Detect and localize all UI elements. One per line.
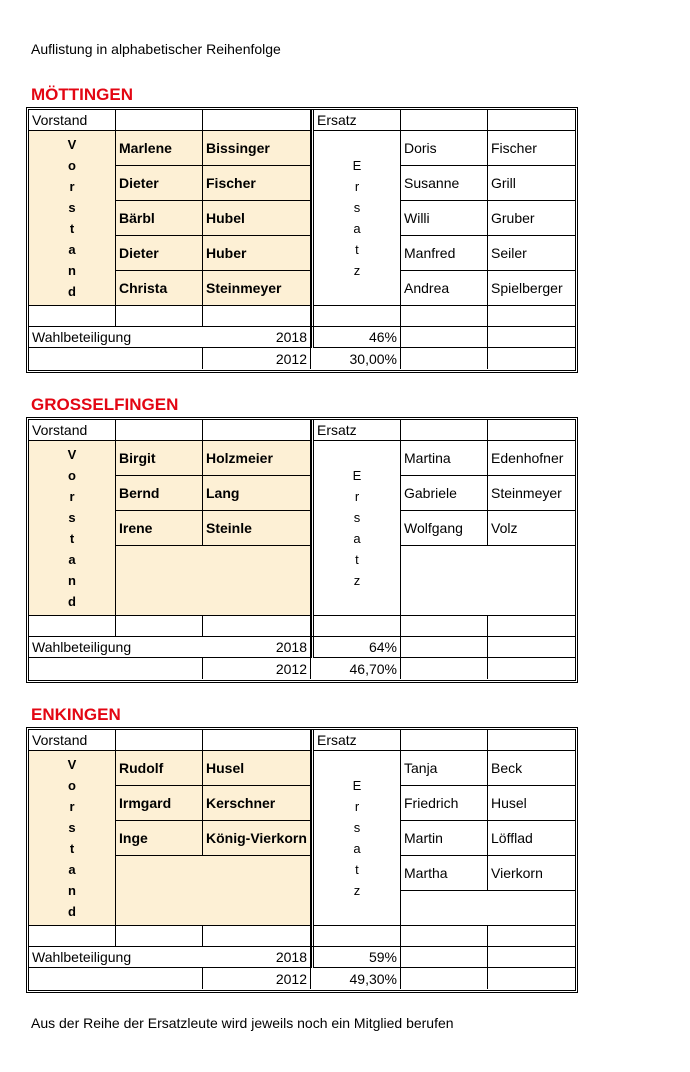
turnout-empty-cell (401, 968, 488, 989)
turnout-year: 2012 (203, 968, 311, 989)
header-ersatz-label: Ersatz (314, 420, 401, 441)
section-heading-moettingen: MÖTTINGEN (31, 85, 133, 104)
header-empty-cell (488, 420, 575, 441)
turnout-empty-cell (488, 947, 575, 968)
spacer-cell (203, 926, 311, 947)
vorstand-first-name: Dieter (116, 236, 203, 271)
vorstand-first-name: Bernd (116, 476, 203, 511)
vorstand-last-name: Hubel (203, 201, 311, 236)
ersatz-last-name: Beck (488, 751, 575, 786)
ersatz-first-name: Friedrich (401, 786, 488, 821)
vorstand-last-name: Steinle (203, 511, 311, 546)
vorstand-first-name: Christa (116, 271, 203, 306)
vorstand-first-name: Irene (116, 511, 203, 546)
ersatz-vertical-label: E r s a t z (314, 131, 401, 306)
section-table-grosselfingen (26, 417, 578, 683)
vorstand-first-name: Rudolf (116, 751, 203, 786)
ersatz-first-name: Andrea (401, 271, 488, 306)
turnout-empty-cell (401, 947, 488, 968)
spacer-cell (488, 926, 575, 947)
turnout-empty-label (29, 968, 203, 989)
vorstand-vertical-label: V o r s t a n d (29, 441, 116, 616)
ersatz-first-name: Willi (401, 201, 488, 236)
spacer-cell (314, 926, 401, 947)
ersatz-last-name: Vierkorn (488, 856, 575, 891)
spacer-cell (116, 926, 203, 947)
turnout-value: 30,00% (314, 348, 401, 369)
header-empty-cell (488, 730, 575, 751)
turnout-empty-cell (401, 327, 488, 348)
header-empty-cell (116, 110, 203, 131)
header-vorstand-label: Vorstand (29, 110, 116, 131)
header-empty-cell (203, 110, 311, 131)
spacer-cell (203, 306, 311, 327)
vorstand-empty-area (116, 546, 311, 616)
spacer-cell (401, 306, 488, 327)
vorstand-last-name: Bissinger (203, 131, 311, 166)
vorstand-vertical-label: V o r s t a n d (29, 751, 116, 926)
section-heading-grosselfingen: GROSSELFINGEN (31, 395, 179, 414)
turnout-value: 46% (314, 327, 401, 348)
vorstand-first-name: Bärbl (116, 201, 203, 236)
ersatz-first-name: Martha (401, 856, 488, 891)
ersatz-first-name: Susanne (401, 166, 488, 201)
ersatz-last-name: Husel (488, 786, 575, 821)
vorstand-last-name: Husel (203, 751, 311, 786)
spacer-cell (314, 616, 401, 637)
spacer-cell (488, 306, 575, 327)
wahlbeteiligung-label: Wahlbeteiligung (29, 327, 203, 348)
header-ersatz-label: Ersatz (314, 110, 401, 131)
ersatz-last-name: Gruber (488, 201, 575, 236)
turnout-empty-label (29, 348, 203, 369)
ersatz-vertical-label: E r s a t z (314, 441, 401, 616)
vorstand-last-name: Steinmeyer (203, 271, 311, 306)
header-empty-cell (488, 110, 575, 131)
header-empty-cell (116, 420, 203, 441)
spacer-cell (29, 306, 116, 327)
section-table-enkingen (26, 727, 578, 993)
header-vorstand-label: Vorstand (29, 420, 116, 441)
header-ersatz-label: Ersatz (314, 730, 401, 751)
turnout-value: 64% (314, 637, 401, 658)
ersatz-empty-area (401, 891, 575, 926)
vorstand-last-name: Holzmeier (203, 441, 311, 476)
vorstand-last-name: König-Vierkorn (203, 821, 311, 856)
vorstand-last-name: Kerschner (203, 786, 311, 821)
intro-text: Auflistung in alphabetischer Reihenfolge (31, 41, 281, 57)
ersatz-last-name: Spielberger (488, 271, 575, 306)
turnout-year: 2012 (203, 348, 311, 369)
header-empty-cell (203, 420, 311, 441)
spacer-cell (314, 306, 401, 327)
turnout-value: 59% (314, 947, 401, 968)
ersatz-first-name: Tanja (401, 751, 488, 786)
spacer-cell (29, 926, 116, 947)
spacer-cell (116, 306, 203, 327)
vorstand-first-name: Dieter (116, 166, 203, 201)
vorstand-last-name: Lang (203, 476, 311, 511)
ersatz-first-name: Martin (401, 821, 488, 856)
ersatz-last-name: Fischer (488, 131, 575, 166)
header-vorstand-label: Vorstand (29, 730, 116, 751)
spacer-cell (488, 616, 575, 637)
ersatz-first-name: Wolfgang (401, 511, 488, 546)
row-rule (29, 636, 575, 637)
vorstand-last-name: Huber (203, 236, 311, 271)
wahlbeteiligung-label: Wahlbeteiligung (29, 637, 203, 658)
vorstand-first-name: Marlene (116, 131, 203, 166)
ersatz-first-name: Doris (401, 131, 488, 166)
turnout-empty-cell (488, 658, 575, 679)
turnout-year: 2018 (203, 947, 311, 968)
row-rule (29, 326, 575, 327)
spacer-cell (116, 616, 203, 637)
spacer-cell (203, 616, 311, 637)
ersatz-last-name: Grill (488, 166, 575, 201)
ersatz-last-name: Volz (488, 511, 575, 546)
header-empty-cell (203, 730, 311, 751)
ersatz-first-name: Martina (401, 441, 488, 476)
spacer-cell (29, 616, 116, 637)
vorstand-last-name: Fischer (203, 166, 311, 201)
ersatz-first-name: Manfred (401, 236, 488, 271)
footer-note: Aus der Reihe der Ersatzleute wird jeweils noch ein Mitglied berufen (31, 1015, 454, 1031)
vorstand-first-name: Inge (116, 821, 203, 856)
vorstand-empty-area (116, 856, 311, 926)
ersatz-last-name: Löfflad (488, 821, 575, 856)
turnout-year: 2018 (203, 327, 311, 348)
vorstand-first-name: Irmgard (116, 786, 203, 821)
header-empty-cell (401, 420, 488, 441)
turnout-empty-cell (488, 348, 575, 369)
ersatz-first-name: Gabriele (401, 476, 488, 511)
ersatz-last-name: Steinmeyer (488, 476, 575, 511)
turnout-year: 2018 (203, 637, 311, 658)
turnout-empty-cell (488, 327, 575, 348)
turnout-empty-cell (488, 968, 575, 989)
ersatz-last-name: Edenhofner (488, 441, 575, 476)
vorstand-first-name: Birgit (116, 441, 203, 476)
row-rule (29, 946, 575, 947)
turnout-value: 46,70% (314, 658, 401, 679)
header-empty-cell (116, 730, 203, 751)
turnout-year: 2012 (203, 658, 311, 679)
section-table-moettingen (26, 107, 578, 373)
wahlbeteiligung-label: Wahlbeteiligung (29, 947, 203, 968)
vorstand-vertical-label: V o r s t a n d (29, 131, 116, 306)
ersatz-vertical-label: E r s a t z (314, 751, 401, 926)
ersatz-last-name: Seiler (488, 236, 575, 271)
turnout-empty-label (29, 658, 203, 679)
header-empty-cell (401, 110, 488, 131)
turnout-empty-cell (401, 637, 488, 658)
ersatz-empty-area (401, 546, 575, 616)
spacer-cell (401, 926, 488, 947)
turnout-empty-cell (401, 348, 488, 369)
turnout-empty-cell (401, 658, 488, 679)
turnout-value: 49,30% (314, 968, 401, 989)
header-empty-cell (401, 730, 488, 751)
turnout-empty-cell (488, 637, 575, 658)
spacer-cell (401, 616, 488, 637)
section-heading-enkingen: ENKINGEN (31, 705, 121, 724)
